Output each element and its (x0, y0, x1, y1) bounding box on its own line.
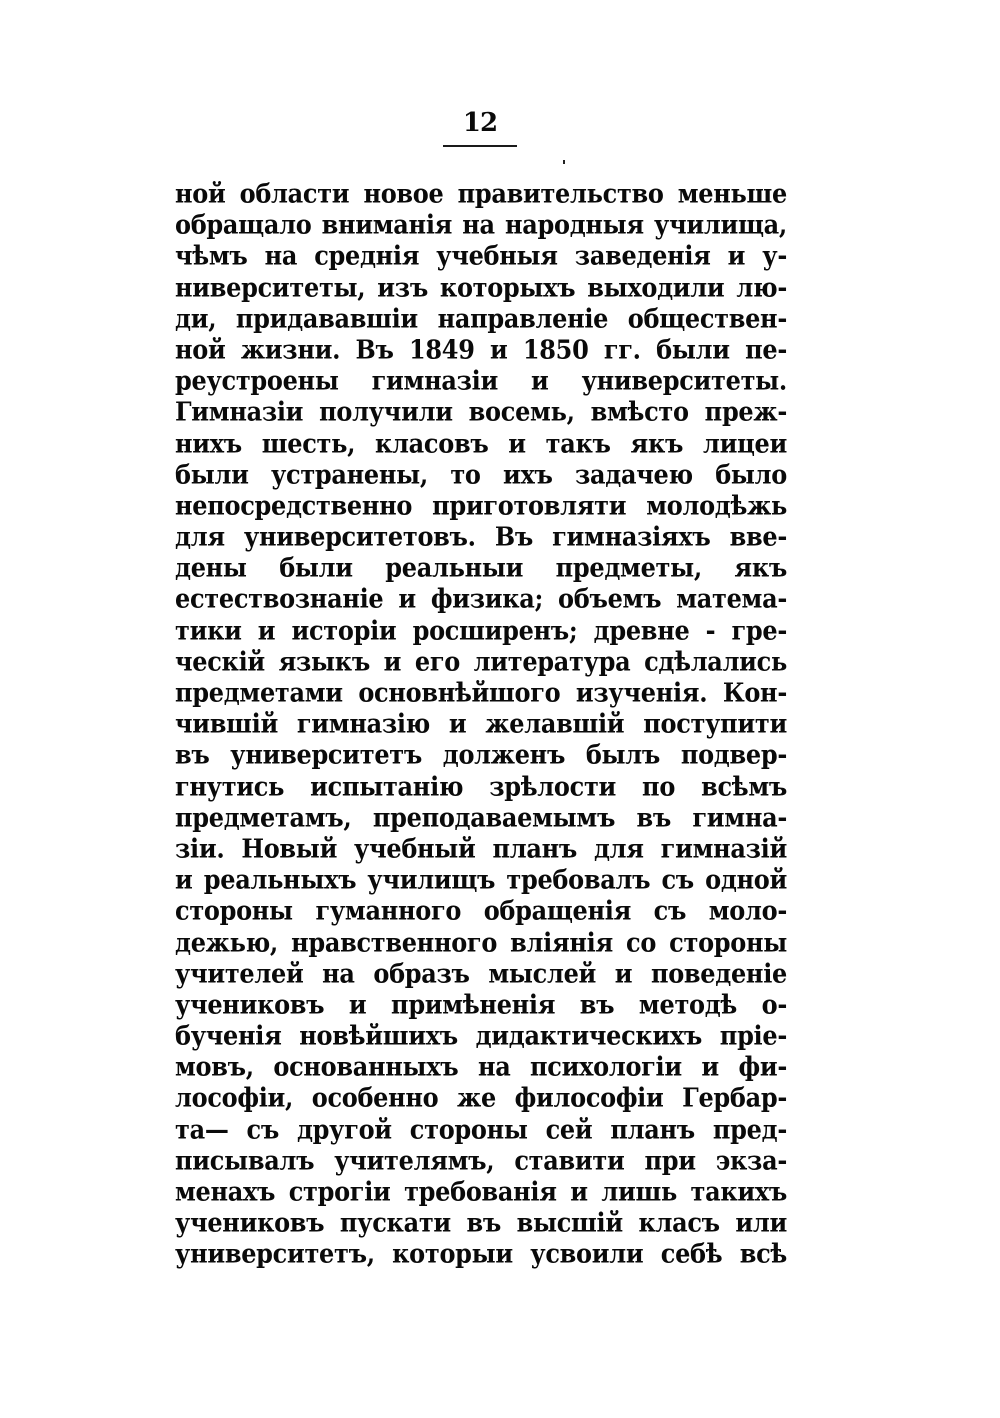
text-line: мовъ, основанныхъ на психологіи и фи- (175, 1051, 787, 1083)
text-line: учениковъ пускати въ высшій класъ или (175, 1207, 787, 1239)
scan-speck (563, 160, 565, 164)
text-line: предметами основнѣйшого изученія. Кон- (175, 676, 787, 709)
text-line: въ университетъ долженъ былъ подвер- (175, 739, 787, 771)
text-line: чившій гимназію и желавшій поступити (175, 708, 787, 740)
text-line: бученія новѣйшихъ дидактическихъ пріе- (175, 1019, 787, 1052)
text-line: и реальныхъ училищъ требовалъ съ одной (175, 863, 787, 896)
text-line: ниверситеты, изъ которыхъ выходили лю- (175, 271, 787, 303)
text-line: ческій языкъ и его литература сдѣлались (175, 645, 787, 677)
text-line: стороны гуманного обращенія съ моло- (175, 895, 787, 927)
text-line: та— съ другой стороны сей планъ пред- (175, 1113, 787, 1145)
text-line: были устранены, то ихъ задачею было (175, 458, 787, 490)
text-line: гнутись испытанію зрѣлости по всѣмъ (175, 770, 787, 802)
text-line: непосредственно приготовляти молодѣжь (175, 489, 787, 522)
text-line: зіи. Новый учебный планъ для гимназій (175, 832, 787, 865)
text-line: реустроены гимназіи и университеты. (175, 364, 787, 397)
page-number: 12 (462, 108, 498, 138)
text-line: тики и исторіи росширенъ; древне - гре- (175, 614, 787, 646)
text-line: учениковъ и примѣненія въ методѣ о- (175, 988, 787, 1021)
text-line: ной области новое правительство меньше (175, 177, 787, 210)
text-line: ди, придававшіи направленіе обществен- (175, 302, 787, 334)
text-line: естествознаніе и физика; объемъ матема- (175, 583, 787, 615)
text-line: лософіи, особенно же философіи Гербар- (175, 1082, 787, 1114)
body-text (175, 178, 787, 1270)
text-line: чѣмъ на среднія учебныя заведенія и у- (175, 240, 787, 272)
text-line: Гимназіи получили восемь, вмѣсто преж- (175, 396, 787, 428)
text-line: писывалъ учителямъ, ставити при экза- (175, 1144, 787, 1176)
text-line: университетъ, которыи усвоили себѣ всѣ (175, 1238, 787, 1270)
text-line: учителей на образъ мыслей и поведеніе (175, 957, 787, 989)
text-line: менахъ строгіи требованія и лишь такихъ (175, 1175, 787, 1208)
page-number-rule (443, 145, 517, 147)
text-line: дены были реальныи предметы, якъ (175, 552, 787, 584)
text-line: дежью, нравственного вліянія со стороны (175, 926, 787, 958)
text-line: обращало вниманія на народныя училища, (175, 209, 787, 241)
text-line: для университетовъ. Въ гимназіяхъ вве- (175, 520, 787, 553)
text-line: ной жизни. Въ 1849 и 1850 гг. были пе- (175, 333, 787, 366)
text-line: нихъ шесть, класовъ и такъ якъ лицеи (175, 427, 787, 459)
text-line: предметамъ, преподаваемымъ въ гимна- (175, 801, 787, 833)
